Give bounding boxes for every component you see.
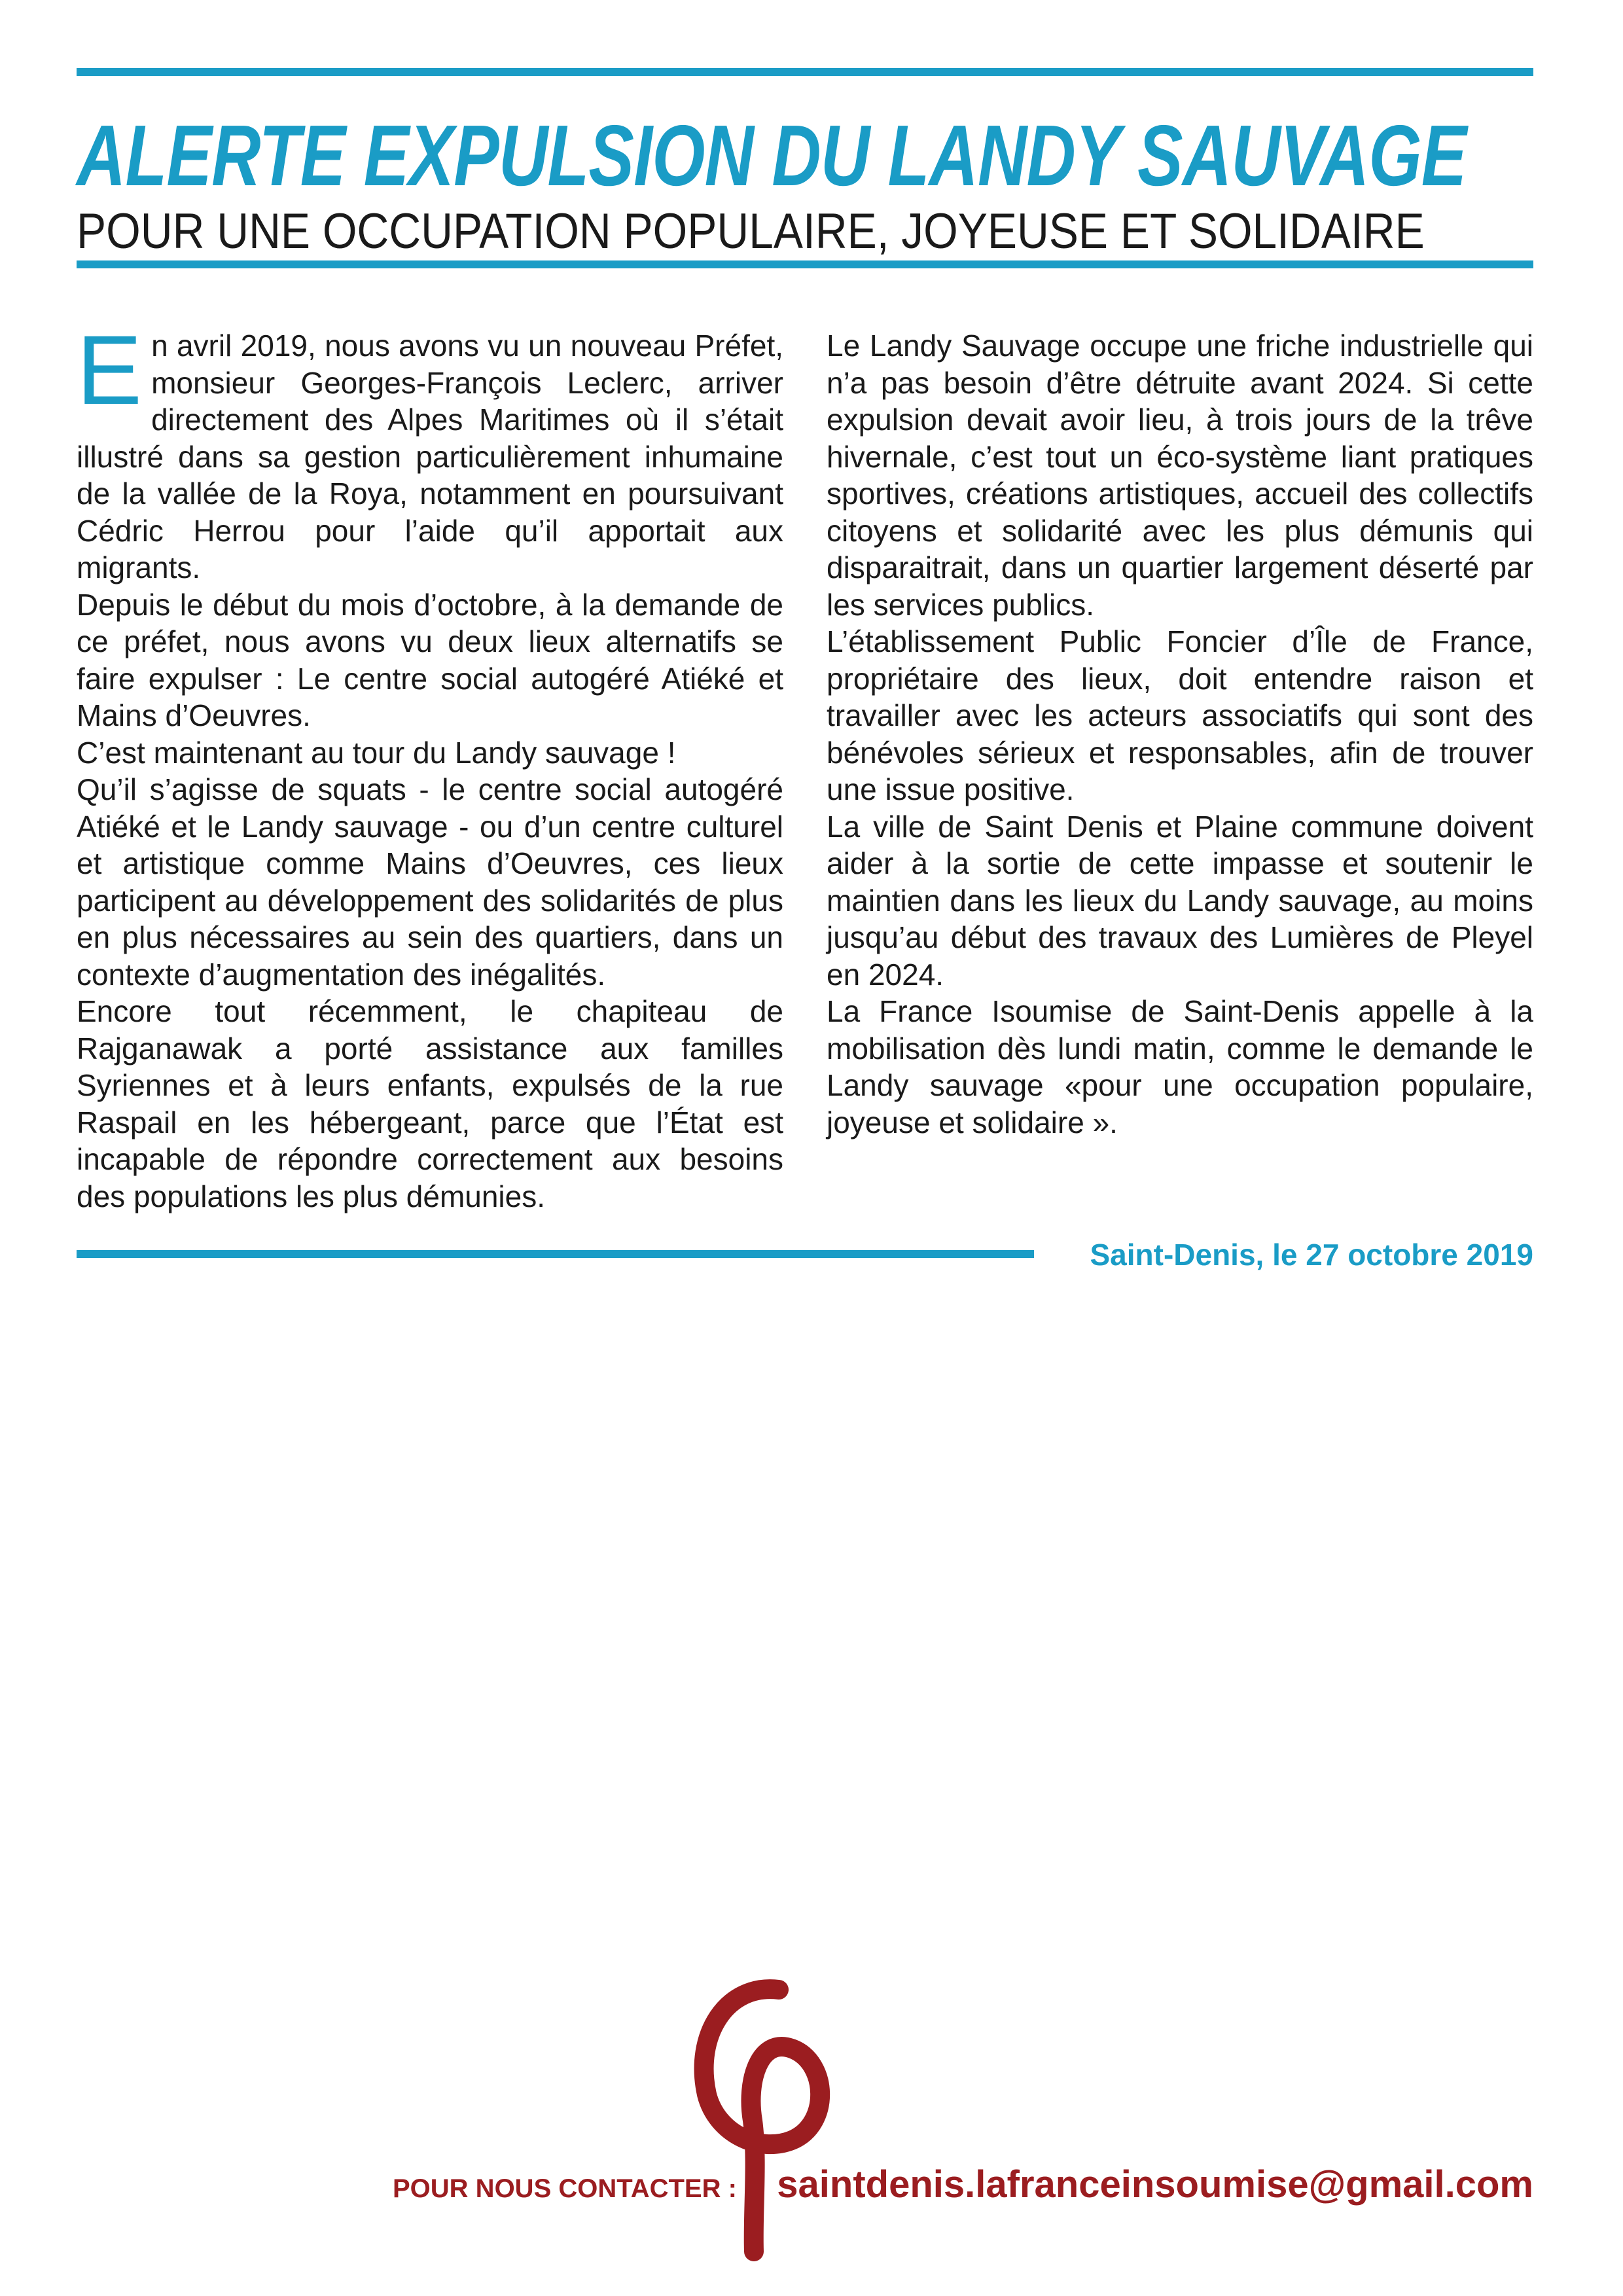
page-subtitle: POUR UNE OCCUPATION POPULAIRE, JOYEUSE ET SOLIDAIRE (77, 204, 1425, 259)
header-top-rule (77, 68, 1533, 76)
signature: Saint-Denis, le 27 octobre 2019 (1090, 1238, 1533, 1272)
paragraph: L’établissement Public Foncier d’Île de France, propriétaire des lieux, doit entendre raison et travailler avec les acteurs associatifs qui sont des bénévoles sérieux et responsables, afin de trouver une issue positive. (827, 624, 1533, 806)
paragraph (77, 315, 783, 586)
contact-label: POUR NOUS CONTACTER : (393, 2174, 737, 2203)
contact-email-link[interactable]: saintdenis.lafranceinsoumise@gmail.com (777, 2163, 1533, 2206)
header-bottom-rule (77, 260, 1533, 268)
paragraph: Qu’il s’agisse de squats - le centre social autogéré Atiéké et le Landy sauvage - ou d’un centre culturel et artistique comme Mains d’Oeuvres, ces lieux participent au développement des solidarités de plus en plus nécessaires au sein des quartiers, dans un contexte d’augmentation des inégalités. (77, 772, 783, 992)
paragraph: La France Isoumise de Saint-Denis appelle à la mobilisation dès lundi matin, comme le demande le Landy sauvage «pour une occupation populaire, joyeuse et solidaire ». (827, 994, 1533, 1139)
paragraph: Encore tout récemment, le chapiteau de Rajganawak a porté assistance aux familles Syriennes et à leurs enfants, expulsés de la rue Raspail en les hébergeant, parce que l’État est incapable de répondre correctement aux besoins des populations les plus démunies. (77, 994, 783, 1213)
page-title: ALERTE EXPULSION DU LANDY SAUVAGE (77, 107, 1467, 204)
right-column (827, 327, 1533, 1141)
phi-logo-icon (681, 1964, 838, 2278)
paragraph-text: n avril 2019, nous avons vu un nouveau Préfet, monsieur Georges-François Leclerc, arriver directement des Alpes Maritimes où il s’était illustré dans sa gestion particulièrement inhumaine de la vallée de la Roya, notamment en poursuivant Cédric Herrou pour l’aide qu’il apportait aux migrants. (77, 329, 783, 584)
left-column (77, 315, 783, 1215)
signature-rule (77, 1250, 1034, 1258)
paragraph: C’est maintenant au tour du Landy sauvage ! (77, 735, 676, 770)
paragraph: Le Landy Sauvage occupe une friche industrielle qui n’a pas besoin d’être détruite avant 2024. Si cette expulsion devait avoir lieu, à trois jours de la trêve hivernale, c’est tout un éco-système liant pratiques sportives, créations artistiques, accueil des collectifs citoyens et solidarité avec les plus démunis qui disparaitrait, dans un quartier largement déserté par les services publics. (827, 329, 1533, 622)
paragraph: La ville de Saint Denis et Plaine commune doivent aider à la sortie de cette impasse et soutenir le maintien dans les lieux du Landy sauvage, au moins jusqu’au début des travaux des Lumières de Pleyel en 2024. (827, 809, 1533, 992)
paragraph: Depuis le début du mois d’octobre, à la demande de ce préfet, nous avons vu deux lieux alternatifs se faire expulser : Le centre social autogéré Atiéké et Mains d’Oeuvres. (77, 587, 783, 732)
drop-cap: E (77, 315, 143, 425)
